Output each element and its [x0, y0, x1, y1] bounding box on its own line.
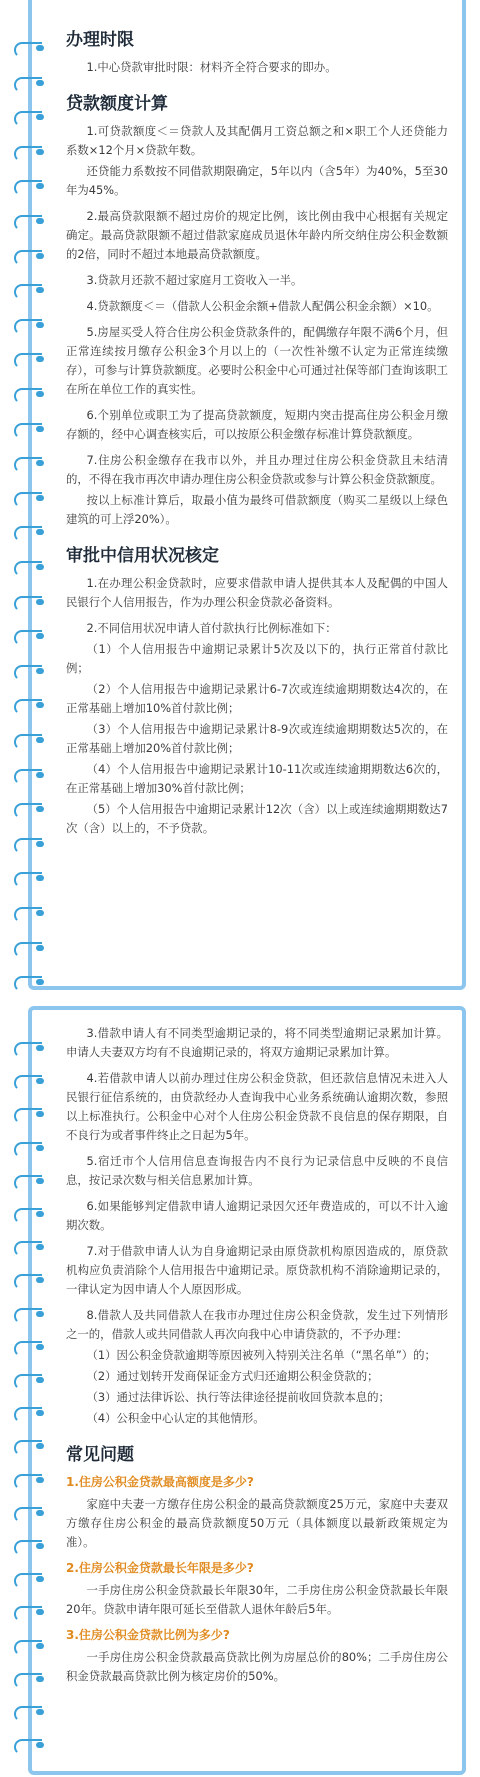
- spiral-ring: [10, 1405, 46, 1421]
- spiral-ring: [10, 1339, 46, 1355]
- spiral-ring: [10, 1704, 46, 1720]
- list-item: （5）个人信用报告中逾期记录累计12次（含）以上或连续逾期期数达7次（含）以上的，不予贷款。: [66, 802, 448, 835]
- paragraph: 8.借款人及共同借款人在我市办理过住房公积金贷款，发生过下列情形之一的，借款人或共同借款人再次向我中心申请贷款的，不予办理：: [66, 1308, 448, 1341]
- list-item: （4）个人信用报告中逾期记录累计10-11次或连续逾期期数达6次的，在正常基础上增加30%首付款比例；: [66, 762, 448, 795]
- spiral-ring: [10, 455, 46, 471]
- paragraph: 按以上标准计算后，取最小值为最终可借款额度（购买二星级以上绿色建筑的可上浮20%）。: [66, 493, 448, 526]
- spiral-ring: [10, 524, 46, 540]
- spiral-ring: [10, 940, 46, 956]
- spiral-ring: [10, 1073, 46, 1089]
- paragraph: 7.对于借款申请人认为自身逾期记录由原贷款机构原因造成的，原贷款机构应负责消除个人信用报告中逾期记录。原贷款机构不消除逾期记录的，一律认定为因申请人个人原因形成。: [66, 1244, 448, 1296]
- section-title-faq: 常见问题: [66, 1445, 134, 1465]
- section-title-time-limit: 办理时限: [66, 30, 134, 50]
- spiral-ring: [10, 1737, 46, 1753]
- spiral-ring: [10, 109, 46, 125]
- paragraph: 6.个别单位或职工为了提高贷款额度，短期内突击提高住房公积金月缴存额的，经中心调查核实后，可以按原公积金缴存标准计算贷款额度。: [66, 408, 448, 441]
- paragraph: 3.贷款月还款不超过家庭月工资收入一半。: [86, 273, 303, 287]
- paragraph: 5.宿迁市个人信用信息查询报告内不良行为记录信息中反映的不良信息，按记录次数与相关信息累加计算。: [66, 1154, 448, 1187]
- paragraph: 还贷能力系数按不同借款期限确定，5年以内（含5年）为40%，5至30年为45%。: [66, 164, 448, 197]
- faq-question-2: 2.住房公积金贷款最长年限是多少?: [66, 1561, 254, 1575]
- spiral-ring: [10, 1040, 46, 1056]
- spiral-ring: [10, 40, 46, 56]
- paragraph: 1.中心贷款审批时限：材料齐全符合要求的即办。: [86, 60, 337, 74]
- spiral-ring: [10, 870, 46, 886]
- paragraph: 2.最高贷款限额不超过房价的规定比例，该比例由我中心根据有关规定确定。最高贷款限额不超过借款家庭成员退休年龄内所交纳住房公积金数额的2倍，同时不超过本地最高贷款额度。: [66, 209, 448, 261]
- spiral-ring: [10, 213, 46, 229]
- spiral-ring: [10, 697, 46, 713]
- spiral-ring: [10, 317, 46, 333]
- spiral-ring: [10, 1604, 46, 1620]
- spiral-ring: [10, 75, 46, 91]
- spiral-ring: [10, 628, 46, 644]
- spiral-ring: [10, 144, 46, 160]
- spiral-ring: [10, 1140, 46, 1156]
- paragraph: 4.贷款额度＜＝（借款人公积金余额+借款人配偶公积金余额）×10。: [86, 299, 439, 313]
- spiral-ring: [10, 1306, 46, 1322]
- spiral-ring: [10, 905, 46, 921]
- spiral-ring: [10, 801, 46, 817]
- paragraph: 4.若借款申请人以前办理过住房公积金贷款，但还款信息情况未进入人民银行征信系统的，由贷款经办人查询我中心业务系统确认逾期次数，参照以上标准执行。公积金中心对个人住房公积金贷款不良信息的保存期限，自不良行为或者事件终止之日起为5年。: [66, 1071, 448, 1142]
- spiral-ring: [10, 1505, 46, 1521]
- spiral-ring: [10, 178, 46, 194]
- spiral-ring: [10, 1472, 46, 1488]
- faq-answer-2: 一手房住房公积金贷款最长年限30年，二手房住房公积金贷款最长年限20年。贷款申请年限可延长至借款人退休年龄后5年。: [66, 1583, 448, 1616]
- spiral-ring: [10, 1272, 46, 1288]
- spiral-ring: [10, 594, 46, 610]
- list-item: （3）通过法律诉讼、执行等法律途径提前收回贷款本息的；: [86, 1390, 390, 1404]
- section-title-credit-check: 审批中信用状况核定: [66, 546, 219, 566]
- list-item: （2）通过划转开发商保证金方式归还逾期公积金贷款的；: [86, 1369, 379, 1383]
- paragraph: 5.房屋买受人符合住房公积金贷款条件的，配偶缴存年限不满6个月，但正常连续按月缴存公积金3个月以上的（一次性补缴不认定为正常连续缴存），可参与计算贷款额度。必要时公积金中心可通过社保等部门查询该职工在所在单位工作的真实性。: [66, 325, 448, 396]
- spiral-ring: [10, 421, 46, 437]
- spiral-ring: [10, 767, 46, 783]
- list-item: （1）个人信用报告中逾期记录累计5次及以下的，执行正常首付款比例；: [66, 642, 448, 675]
- spiral-ring: [10, 248, 46, 264]
- spiral-ring: [10, 351, 46, 367]
- spiral-ring: [10, 732, 46, 748]
- list-item: （1）因公积金贷款逾期等原因被列入特别关注名单（“黑名单”）的；: [86, 1348, 436, 1362]
- paragraph: 2.不同信用状况申请人首付款执行比例标准如下：: [86, 621, 337, 635]
- section-title-loan-amount: 贷款额度计算: [66, 94, 168, 114]
- spiral-ring: [10, 490, 46, 506]
- list-item: （4）公积金中心认定的其他情形。: [86, 1411, 265, 1425]
- paragraph: 1.在办理公积金贷款时，应要求借款申请人提供其本人及配偶的中国人民银行个人信用报告，作为办理公积金贷款必备资料。: [66, 576, 448, 609]
- faq-question-1: 1.住房公积金贷款最高额度是多少?: [66, 1475, 254, 1489]
- spiral-ring: [10, 1106, 46, 1122]
- spiral-ring: [10, 836, 46, 852]
- spiral-ring: [10, 1239, 46, 1255]
- spiral-ring: [10, 1538, 46, 1554]
- card-2-content: [66, 1024, 448, 1693]
- spiral-ring: [10, 1173, 46, 1189]
- spiral-ring: [10, 663, 46, 679]
- spiral-ring: [10, 1372, 46, 1388]
- spiral-ring: [10, 974, 46, 990]
- paragraph: 6.如果能够判定借款申请人逾期记录因欠还年费造成的，可以不计入逾期次数。: [66, 1199, 448, 1232]
- list-item: （2）个人信用报告中逾期记录累计6-7次或连续逾期期数达4次的，在正常基础上增加10%首付款比例；: [66, 682, 448, 715]
- paragraph: 3.借款申请人有不同类型逾期记录的，将不同类型逾期记录累加计算。申请人夫妻双方均有不良逾期记录的，将双方逾期记录累加计算。: [66, 1026, 448, 1059]
- faq-question-3: 3.住房公积金贷款比例为多少?: [66, 1628, 230, 1642]
- faq-answer-3: 一手房住房公积金贷款最高贷款比例为房屋总价的80%；二手房住房公积金贷款最高贷款比例为核定房价的50%。: [66, 1650, 448, 1683]
- faq-answer-1: 家庭中夫妻一方缴存住房公积金的最高贷款额度25万元，家庭中夫妻双方缴存住房公积金的最高贷款额度50万元（具体额度以最新政策规定为准）。: [66, 1497, 448, 1549]
- spiral-ring: [10, 1671, 46, 1687]
- spiral-ring: [10, 1206, 46, 1222]
- spiral-ring: [10, 1638, 46, 1654]
- spiral-ring: [10, 1571, 46, 1587]
- spiral-ring: [10, 282, 46, 298]
- list-item: （3）个人信用报告中逾期记录累计8-9次或连续逾期期数达5次的，在正常基础上增加20%首付款比例；: [66, 722, 448, 755]
- spiral-ring: [10, 559, 46, 575]
- paragraph: 1.可贷款额度＜＝贷款人及其配偶月工资总额之和×职工个人还贷能力系数×12个月×贷款年数。: [66, 124, 448, 157]
- card-1-content: [66, 28, 448, 840]
- spiral-ring: [10, 1438, 46, 1454]
- spiral-ring: [10, 386, 46, 402]
- paragraph: 7.住房公积金缴存在我市以外，并且办理过住房公积金贷款且未结清的，不得在我市再次申请办理住房公积金贷款或参与计算公积金贷款额度。: [66, 453, 448, 486]
